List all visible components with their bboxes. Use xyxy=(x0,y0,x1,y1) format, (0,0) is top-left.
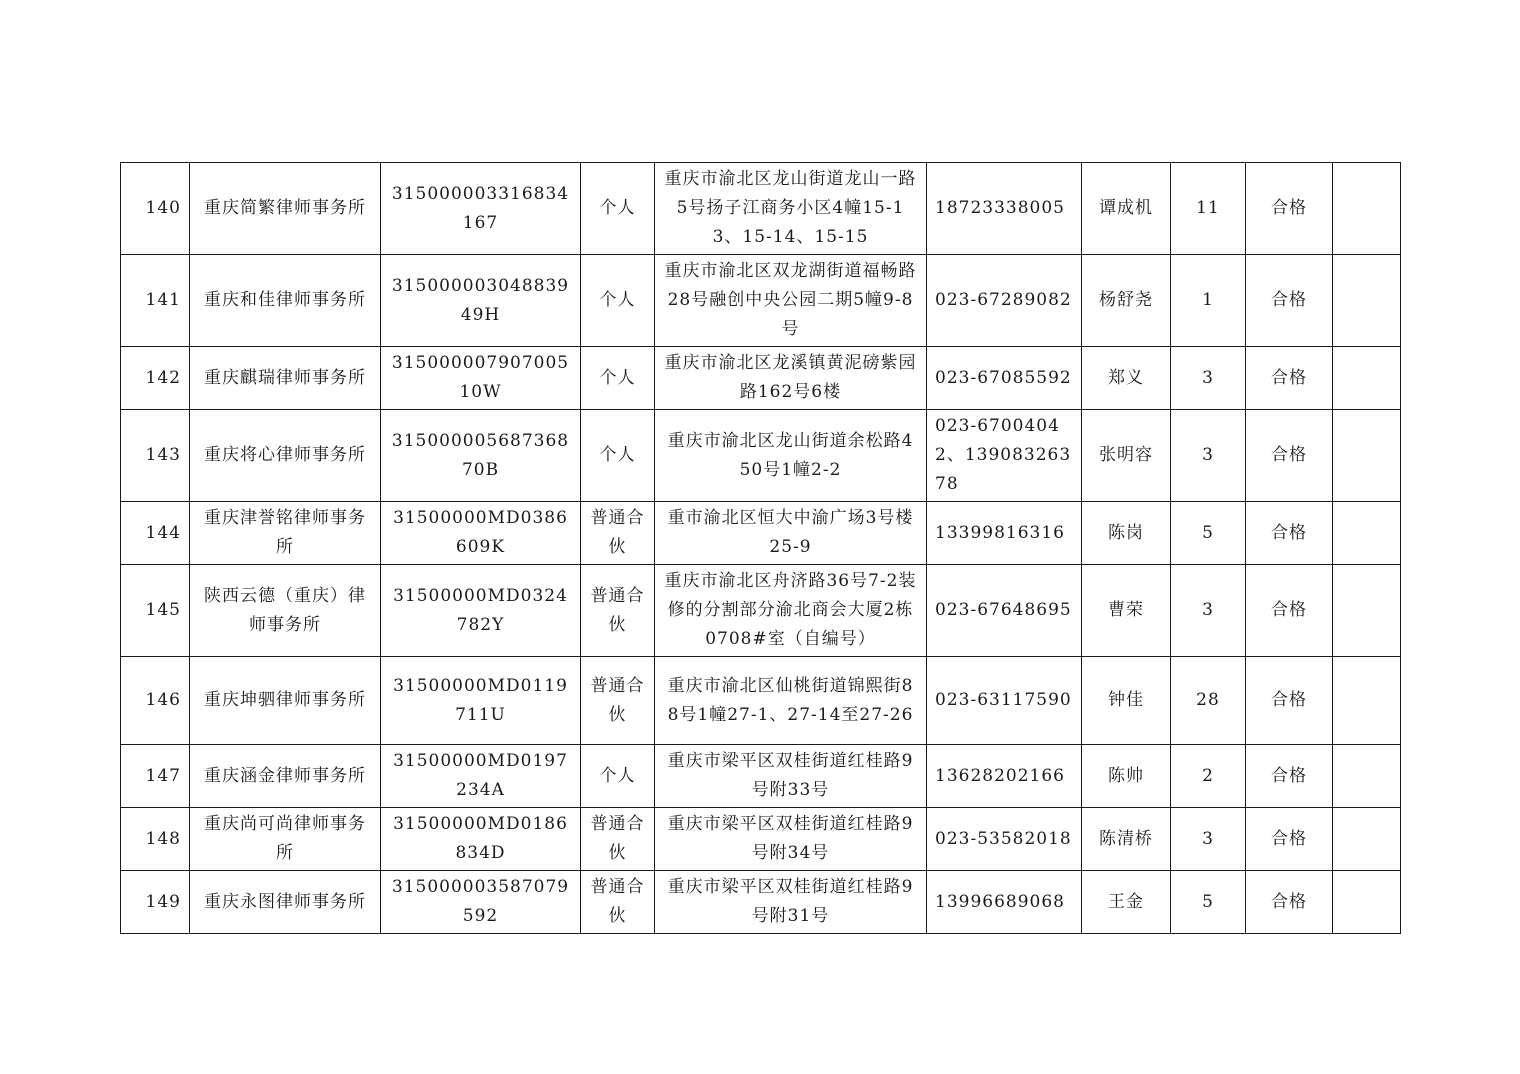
count-cell: 2 xyxy=(1171,745,1246,808)
head-cell: 王金 xyxy=(1082,871,1171,934)
phone-cell: 023-63117590 xyxy=(927,657,1082,745)
credit-code-cell: 31500000MD0324782Y xyxy=(381,565,581,657)
note-cell xyxy=(1333,410,1401,502)
table-row xyxy=(121,745,1401,808)
address-cell: 重市渝北区恒大中渝广场3号楼25-9 xyxy=(655,502,927,565)
table-row xyxy=(121,657,1401,745)
head-cell: 陈帅 xyxy=(1082,745,1171,808)
result-cell: 合格 xyxy=(1246,565,1333,657)
count-cell: 3 xyxy=(1171,410,1246,502)
head-cell: 杨舒尧 xyxy=(1082,255,1171,347)
count-cell: 3 xyxy=(1171,808,1246,871)
head-cell: 郑义 xyxy=(1082,347,1171,410)
head-cell: 谭成机 xyxy=(1082,163,1171,255)
org-type-cell: 普通合伙 xyxy=(581,502,655,565)
firm-name-cell: 重庆将心律师事务所 xyxy=(190,410,381,502)
table-row xyxy=(121,502,1401,565)
firm-name-cell: 重庆简繁律师事务所 xyxy=(190,163,381,255)
firm-name-cell: 重庆永图律师事务所 xyxy=(190,871,381,934)
seq-cell: 143 xyxy=(121,410,190,502)
note-cell xyxy=(1333,657,1401,745)
seq-cell: 145 xyxy=(121,565,190,657)
credit-code-cell: 31500000568736870B xyxy=(381,410,581,502)
phone-cell: 023-53582018 xyxy=(927,808,1082,871)
seq-cell: 147 xyxy=(121,745,190,808)
result-cell: 合格 xyxy=(1246,255,1333,347)
org-type-cell: 个人 xyxy=(581,255,655,347)
phone-cell: 023-67289082 xyxy=(927,255,1082,347)
firm-name-cell: 重庆坤驷律师事务所 xyxy=(190,657,381,745)
law-firm-table xyxy=(120,162,1401,934)
org-type-cell: 普通合伙 xyxy=(581,808,655,871)
address-cell: 重庆市渝北区双龙湖街道福畅路28号融创中央公园二期5幢9-8号 xyxy=(655,255,927,347)
address-cell: 重庆市渝北区龙山街道余松路450号1幢2-2 xyxy=(655,410,927,502)
firm-name-cell: 重庆涵金律师事务所 xyxy=(190,745,381,808)
phone-cell: 18723338005 xyxy=(927,163,1082,255)
count-cell: 1 xyxy=(1171,255,1246,347)
table-row xyxy=(121,565,1401,657)
credit-code-cell: 31500000304883949H xyxy=(381,255,581,347)
credit-code-cell: 31500000MD0119711U xyxy=(381,657,581,745)
note-cell xyxy=(1333,347,1401,410)
credit-code-cell: 315000003316834167 xyxy=(381,163,581,255)
address-cell: 重庆市梁平区双桂街道红桂路9号附31号 xyxy=(655,871,927,934)
phone-cell: 023-67648695 xyxy=(927,565,1082,657)
address-cell: 重庆市梁平区双桂街道红桂路9号附33号 xyxy=(655,745,927,808)
org-type-cell: 个人 xyxy=(581,163,655,255)
credit-code-cell: 315000003587079592 xyxy=(381,871,581,934)
phone-cell: 023-67004042、13908326378 xyxy=(927,410,1082,502)
phone-cell: 13399816316 xyxy=(927,502,1082,565)
note-cell xyxy=(1333,565,1401,657)
seq-cell: 141 xyxy=(121,255,190,347)
result-cell: 合格 xyxy=(1246,502,1333,565)
org-type-cell: 个人 xyxy=(581,410,655,502)
count-cell: 5 xyxy=(1171,871,1246,934)
seq-cell: 149 xyxy=(121,871,190,934)
note-cell xyxy=(1333,255,1401,347)
note-cell xyxy=(1333,808,1401,871)
seq-cell: 142 xyxy=(121,347,190,410)
table-row xyxy=(121,163,1401,255)
result-cell: 合格 xyxy=(1246,657,1333,745)
table-row xyxy=(121,347,1401,410)
table-row xyxy=(121,871,1401,934)
note-cell xyxy=(1333,163,1401,255)
count-cell: 11 xyxy=(1171,163,1246,255)
head-cell: 曹荣 xyxy=(1082,565,1171,657)
firm-name-cell: 重庆麒瑞律师事务所 xyxy=(190,347,381,410)
result-cell: 合格 xyxy=(1246,745,1333,808)
result-cell: 合格 xyxy=(1246,871,1333,934)
head-cell: 陈清桥 xyxy=(1082,808,1171,871)
result-cell: 合格 xyxy=(1246,808,1333,871)
address-cell: 重庆市渝北区龙溪镇黄泥磅紫园路162号6楼 xyxy=(655,347,927,410)
count-cell: 28 xyxy=(1171,657,1246,745)
phone-cell: 13628202166 xyxy=(927,745,1082,808)
org-type-cell: 普通合伙 xyxy=(581,871,655,934)
table-row xyxy=(121,808,1401,871)
firm-name-cell: 重庆和佳律师事务所 xyxy=(190,255,381,347)
firm-name-cell: 陕西云德（重庆）律师事务所 xyxy=(190,565,381,657)
head-cell: 陈岗 xyxy=(1082,502,1171,565)
seq-cell: 144 xyxy=(121,502,190,565)
credit-code-cell: 31500000MD0186834D xyxy=(381,808,581,871)
phone-cell: 13996689068 xyxy=(927,871,1082,934)
seq-cell: 140 xyxy=(121,163,190,255)
result-cell: 合格 xyxy=(1246,347,1333,410)
credit-code-cell: 31500000790700510W xyxy=(381,347,581,410)
table-row xyxy=(121,255,1401,347)
address-cell: 重庆市渝北区仙桃街道锦熙街88号1幢27-1、27-14至27-26 xyxy=(655,657,927,745)
address-cell: 重庆市梁平区双桂街道红桂路9号附34号 xyxy=(655,808,927,871)
result-cell: 合格 xyxy=(1246,163,1333,255)
org-type-cell: 普通合伙 xyxy=(581,657,655,745)
note-cell xyxy=(1333,871,1401,934)
count-cell: 3 xyxy=(1171,347,1246,410)
head-cell: 张明容 xyxy=(1082,410,1171,502)
count-cell: 5 xyxy=(1171,502,1246,565)
org-type-cell: 个人 xyxy=(581,347,655,410)
seq-cell: 148 xyxy=(121,808,190,871)
phone-cell: 023-67085592 xyxy=(927,347,1082,410)
seq-cell: 146 xyxy=(121,657,190,745)
credit-code-cell: 31500000MD0197234A xyxy=(381,745,581,808)
result-cell: 合格 xyxy=(1246,410,1333,502)
table-row xyxy=(121,410,1401,502)
org-type-cell: 个人 xyxy=(581,745,655,808)
org-type-cell: 普通合伙 xyxy=(581,565,655,657)
head-cell: 钟佳 xyxy=(1082,657,1171,745)
count-cell: 3 xyxy=(1171,565,1246,657)
note-cell xyxy=(1333,745,1401,808)
firm-name-cell: 重庆津誉铭律师事务所 xyxy=(190,502,381,565)
credit-code-cell: 31500000MD0386609K xyxy=(381,502,581,565)
address-cell: 重庆市渝北区舟济路36号7-2装修的分割部分渝北商会大厦2栋0708#室（自编号） xyxy=(655,565,927,657)
note-cell xyxy=(1333,502,1401,565)
firm-name-cell: 重庆尚可尚律师事务所 xyxy=(190,808,381,871)
address-cell: 重庆市渝北区龙山街道龙山一路5号扬子江商务小区4幢15-13、15-14、15-15 xyxy=(655,163,927,255)
